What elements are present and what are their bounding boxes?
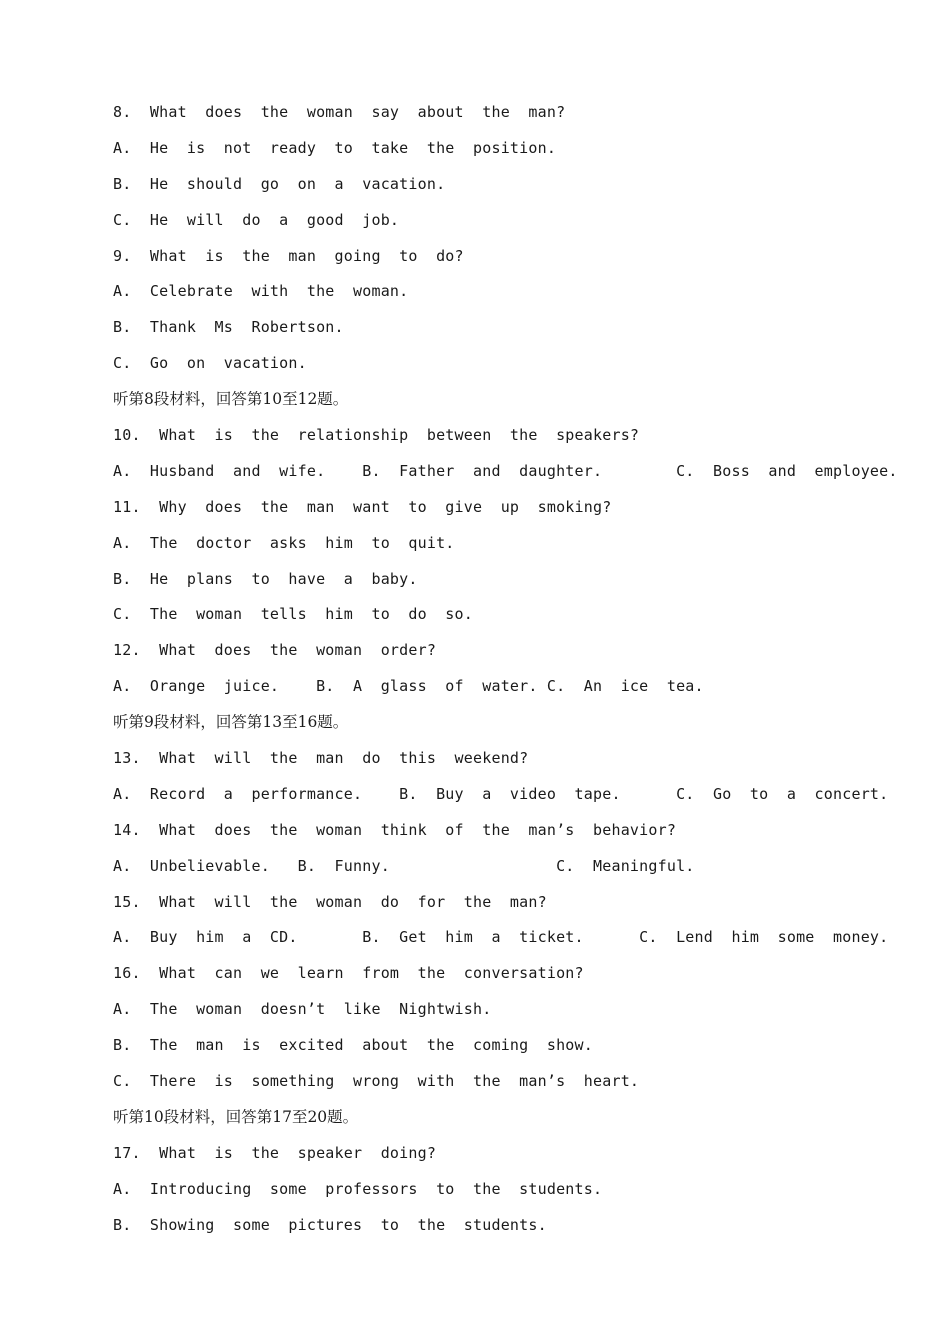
- option-line: B. Showing some pictures to the students.: [113, 1215, 547, 1234]
- question-line: 13. What will the man do this weekend?: [113, 749, 529, 768]
- option-line: A. Orange juice. B. A glass of water. C. An ice tea.: [113, 677, 704, 696]
- option-line: C. There is something wrong with the man’s heart.: [113, 1072, 640, 1091]
- option-line: A. Celebrate with the woman.: [113, 282, 409, 301]
- section-heading: 听第9段材料，回答第13至16题。: [113, 713, 349, 732]
- option-line: A. He is not ready to take the position.: [113, 138, 557, 157]
- document-page: [113, 95, 898, 1244]
- section-heading: 听第8段材料，回答第10至12题。: [113, 390, 349, 409]
- option-line: A. Unbelievable. B. Funny. C. Meaningful.: [113, 856, 695, 875]
- option-line: A. Husband and wife. B. Father and daughter. C. Boss and employee.: [113, 461, 898, 480]
- question-line: 9. What is the man going to do?: [113, 246, 464, 265]
- question-line: 16. What can we learn from the conversation?: [113, 964, 584, 983]
- option-line: C. Go on vacation.: [113, 354, 307, 373]
- question-line: 11. Why does the man want to give up smoking?: [113, 497, 612, 516]
- question-line: 14. What does the woman think of the man’s behavior?: [113, 820, 677, 839]
- option-line: B. He should go on a vacation.: [113, 174, 446, 193]
- question-line: 12. What does the woman order?: [113, 641, 437, 660]
- option-line: A. Buy him a CD. B. Get him a ticket. C. Lend him some money.: [113, 928, 889, 947]
- option-line: B. The man is excited about the coming show.: [113, 1036, 593, 1055]
- question-line: 8. What does the woman say about the man?: [113, 103, 566, 121]
- option-line: A. Record a performance. B. Buy a video tape. C. Go to a concert.: [113, 784, 889, 803]
- option-line: A. Introducing some professors to the students.: [113, 1179, 603, 1198]
- question-line: 10. What is the relationship between the speakers?: [113, 426, 640, 445]
- section-heading: 听第10段材料，回答第17至20题。: [113, 1107, 359, 1126]
- option-line: A. The doctor asks him to quit.: [113, 533, 455, 552]
- option-line: A. The woman doesn’t like Nightwish.: [113, 1000, 492, 1019]
- question-line: 17. What is the speaker doing?: [113, 1143, 437, 1162]
- question-line: 15. What will the woman do for the man?: [113, 892, 547, 911]
- option-line: B. He plans to have a baby.: [113, 569, 418, 588]
- option-line: C. He will do a good job.: [113, 210, 400, 229]
- option-line: B. Thank Ms Robertson.: [113, 318, 344, 337]
- option-line: C. The woman tells him to do so.: [113, 605, 473, 624]
